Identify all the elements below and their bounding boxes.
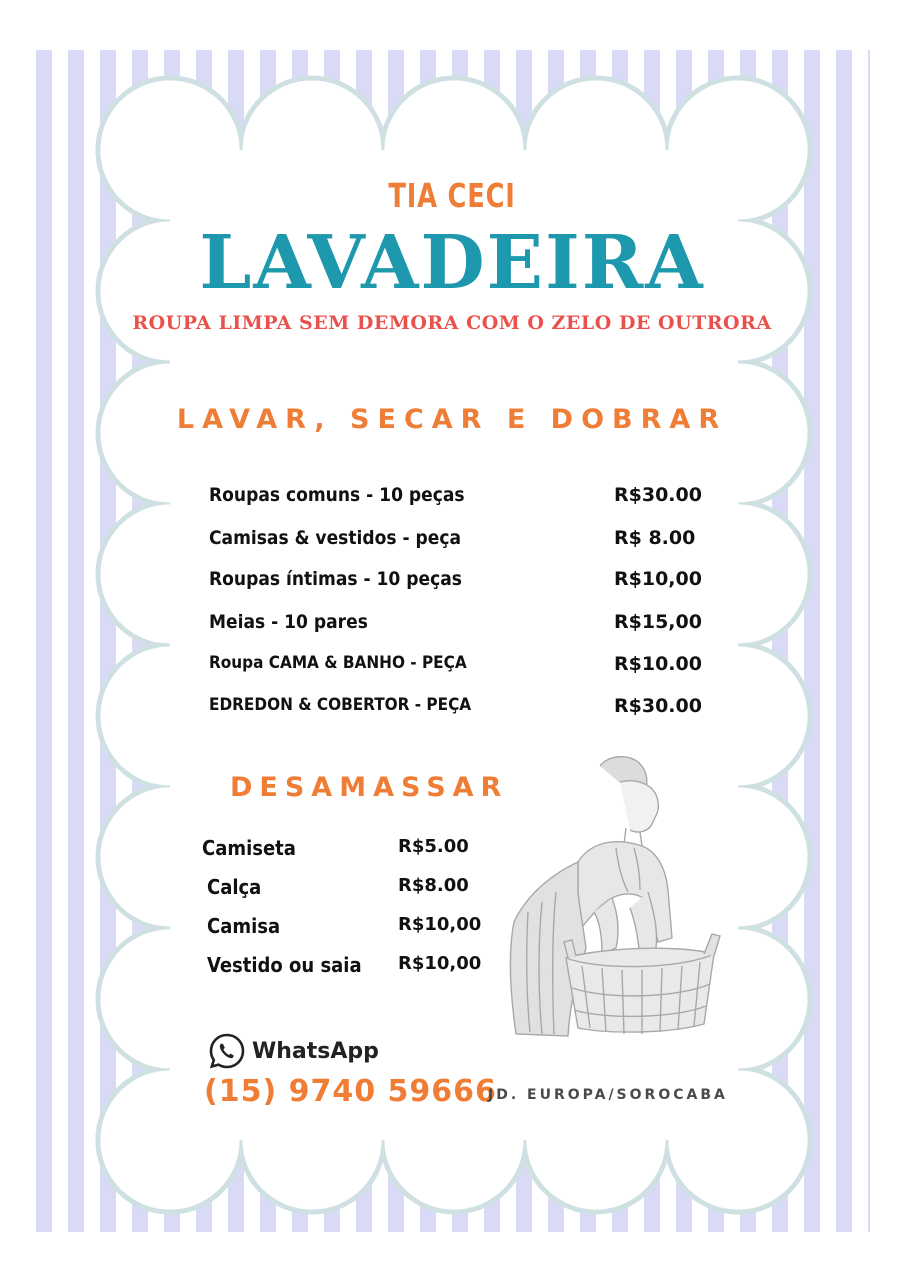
desamassar-item-name: Camisa xyxy=(207,914,281,938)
whatsapp-label: WhatsApp xyxy=(252,1038,379,1064)
lavar-item-price: R$30.00 xyxy=(614,484,702,506)
lavar-item-name: Roupas íntimas - 10 peças xyxy=(209,568,462,590)
lavar-item-name: Camisas & vestidos - peça xyxy=(209,527,462,549)
lavar-item-name: Meias - 10 pares xyxy=(209,611,368,633)
whatsapp-icon xyxy=(208,1032,246,1070)
phone-number: (15) 9740 59666 xyxy=(204,1074,497,1109)
location-text: JD. EUROPA/SOROCABA xyxy=(488,1087,728,1103)
lavar-item-price: R$10,00 xyxy=(614,568,702,590)
section-heading-lavar: LAVAR, SECAR E DOBRAR xyxy=(176,404,728,435)
desamassar-item-price: R$8.00 xyxy=(398,875,469,896)
lavar-item-name: Roupa CAMA & BANHO - PEÇA xyxy=(209,653,467,673)
section-heading-desamassar: DESAMASSAR xyxy=(230,772,509,803)
desamassar-item-price: R$5.00 xyxy=(398,836,469,857)
whatsapp-contact[interactable] xyxy=(208,1032,379,1070)
lavar-item-price: R$15,00 xyxy=(614,611,702,633)
lavar-item-name: EDREDON & COBERTOR - PEÇA xyxy=(209,695,472,715)
brand-name: TIA CECI xyxy=(388,176,516,215)
lavar-item-price: R$10.00 xyxy=(614,653,702,675)
desamassar-item-name: Calça xyxy=(207,875,262,899)
desamassar-item-price: R$10,00 xyxy=(398,953,482,974)
lavar-item-price: R$ 8.00 xyxy=(614,527,696,549)
page-title: LAVADEIRA xyxy=(199,220,705,306)
lavar-item-price: R$30.00 xyxy=(614,695,702,717)
lavar-item-name: Roupas comuns - 10 peças xyxy=(209,484,465,506)
tagline: ROUPA LIMPA SEM DEMORA COM O ZELO DE OUTRORA xyxy=(132,312,772,334)
desamassar-item-name: Vestido ou saia xyxy=(207,953,362,977)
washerwoman-illustration xyxy=(508,752,724,1044)
desamassar-item-name: Camiseta xyxy=(202,836,296,860)
desamassar-item-price: R$10,00 xyxy=(398,914,482,935)
